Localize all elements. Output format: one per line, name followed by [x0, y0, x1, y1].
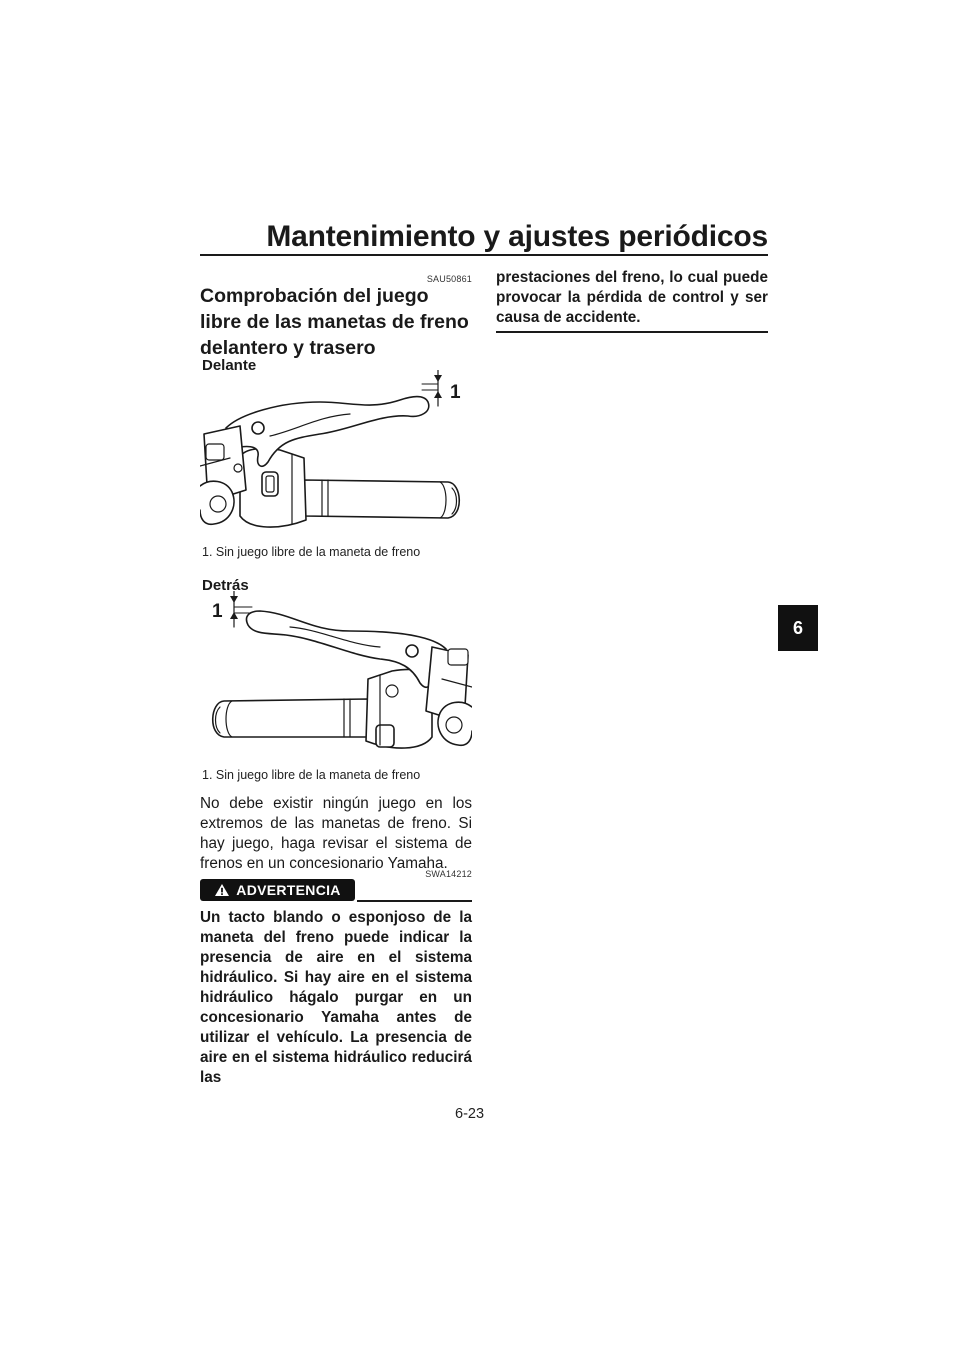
warning-code: SWA14212 [425, 869, 472, 879]
page-title: Mantenimiento y ajustes periódicos [266, 220, 768, 253]
section-code: SAU50861 [426, 274, 472, 284]
front-subtitle: Delante [202, 357, 257, 374]
chapter-tab: 6 [778, 605, 818, 651]
page-number: 6-23 [455, 1106, 485, 1122]
rear-callout-number: 1 [212, 601, 223, 622]
warning-badge [200, 879, 355, 901]
warning-triangle-icon [214, 883, 230, 897]
section-title: Comprobación del juego libre de las manetas de freno delantero y trasero [200, 285, 469, 359]
body-paragraph: No debe existir ningún juego en los extremos de las manetas de freno. Si hay juego, haga revisar el sistema de frenos en un concesionario Yamaha. [200, 795, 472, 872]
header-rule [200, 254, 768, 256]
rear-subtitle: Detrás [202, 577, 249, 594]
warning-bottom-rule [496, 331, 768, 333]
rear-brake-lever-illustration [200, 591, 472, 766]
front-caption: 1. Sin juego libre de la maneta de freno [202, 545, 421, 559]
warning-text-right: prestaciones del freno, lo cual puede provocar la pérdida de control y ser causa de accidente. [496, 269, 768, 326]
front-brake-lever-illustration [200, 370, 472, 542]
page-header [200, 218, 768, 258]
front-callout-number: 1 [450, 382, 461, 403]
warning-text-left: Un tacto blando o esponjoso de la maneta del freno puede indicar la presencia de aire en el sistema hidráulico. Si hay aire en el sistema hidráulico hágalo purgar en un concesionario Yamaha antes de utilizar el vehículo. La presencia de aire en el sistema hidráulico reducirá las [200, 909, 472, 1086]
rear-caption: 1. Sin juego libre de la maneta de freno [202, 768, 421, 782]
warning-top-rule [357, 900, 472, 902]
warning-label: ADVERTENCIA [236, 882, 341, 898]
